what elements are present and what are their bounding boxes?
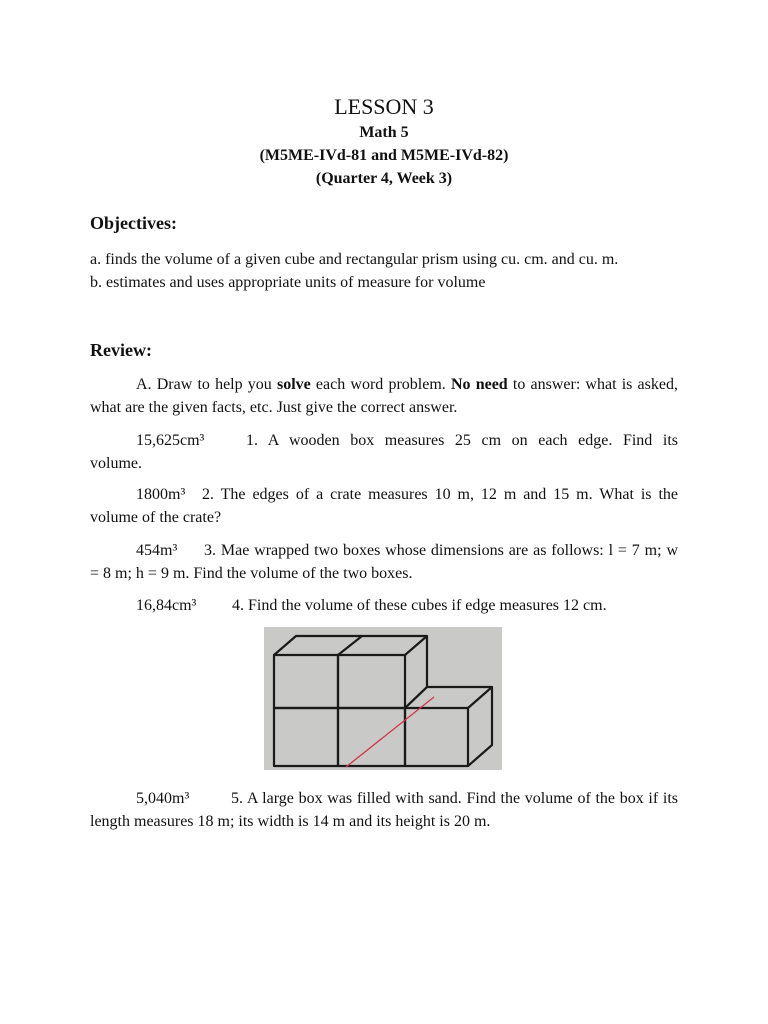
subject-line: Math 5	[359, 124, 409, 141]
cube-front-top-right	[338, 655, 405, 708]
question-5	[90, 787, 678, 833]
top-face-lower-right	[405, 687, 492, 708]
answer-4: 16,84cm³	[136, 597, 197, 614]
question-2	[90, 483, 678, 529]
instruction-bold-no-need: No need	[450, 376, 508, 393]
question-4-text: 4. Find the volume of these cubes if edge measures 12 cm.	[232, 597, 607, 614]
objective-a: a. finds the volume of a given cube and rectangular prism using cu. cm. and cu. m.	[90, 251, 619, 268]
objective-b: b. estimates and uses appropriate units of measure for volume	[90, 274, 486, 291]
review-instructions	[90, 373, 678, 419]
top-face-left	[274, 636, 362, 655]
top-face-right	[362, 636, 427, 655]
stacked-cubes-figure	[264, 627, 502, 770]
instruction-text: A. Draw to help you	[136, 376, 277, 393]
question-3-text: 3. Mae wrapped two boxes whose dimensions are as follows: l = 7 m; w = 8 m; h = 9 m. Find the volume of the two boxes.	[90, 542, 678, 582]
cubes-drawing	[264, 627, 502, 770]
cube-front-bottom-mid	[338, 708, 405, 766]
answer-2: 1800m³	[136, 486, 186, 503]
lesson-title: LESSON 3	[334, 94, 434, 119]
question-4	[90, 594, 678, 617]
question-1	[90, 429, 678, 475]
answer-5: 5,040m³	[136, 790, 190, 807]
cube-front-bottom-left	[274, 708, 338, 766]
cube-front-top-left	[274, 655, 338, 708]
answer-3: 454m³	[136, 542, 178, 559]
answer-1: 15,625cm³	[136, 432, 205, 449]
review-heading: Review:	[90, 340, 152, 360]
objectives-heading: Objectives:	[90, 213, 177, 233]
instruction-text: to answer: what is asked, what are the given facts, etc. Just give the correct answer.	[90, 376, 678, 416]
instruction-text: each word problem.	[310, 376, 451, 393]
cube-front-bottom-right	[405, 708, 468, 766]
question-2-text: 2. The edges of a crate measures 10 m, 12 m and 15 m. What is the volume of the crate?	[90, 486, 678, 526]
instruction-bold-solve: solve	[276, 376, 311, 393]
quarter-week: (Quarter 4, Week 3)	[315, 170, 453, 187]
competency-codes: (M5ME-IVd-81 and M5ME-IVd-82)	[259, 147, 509, 164]
question-1-text: 1. A wooden box measures 25 cm on each edge. Find its volume.	[90, 432, 678, 472]
question-5-text: 5. A large box was filled with sand. Find the volume of the box if its length measures 18 m; its width is 14 m and its height is 20 m.	[90, 790, 678, 830]
question-3	[90, 539, 678, 585]
